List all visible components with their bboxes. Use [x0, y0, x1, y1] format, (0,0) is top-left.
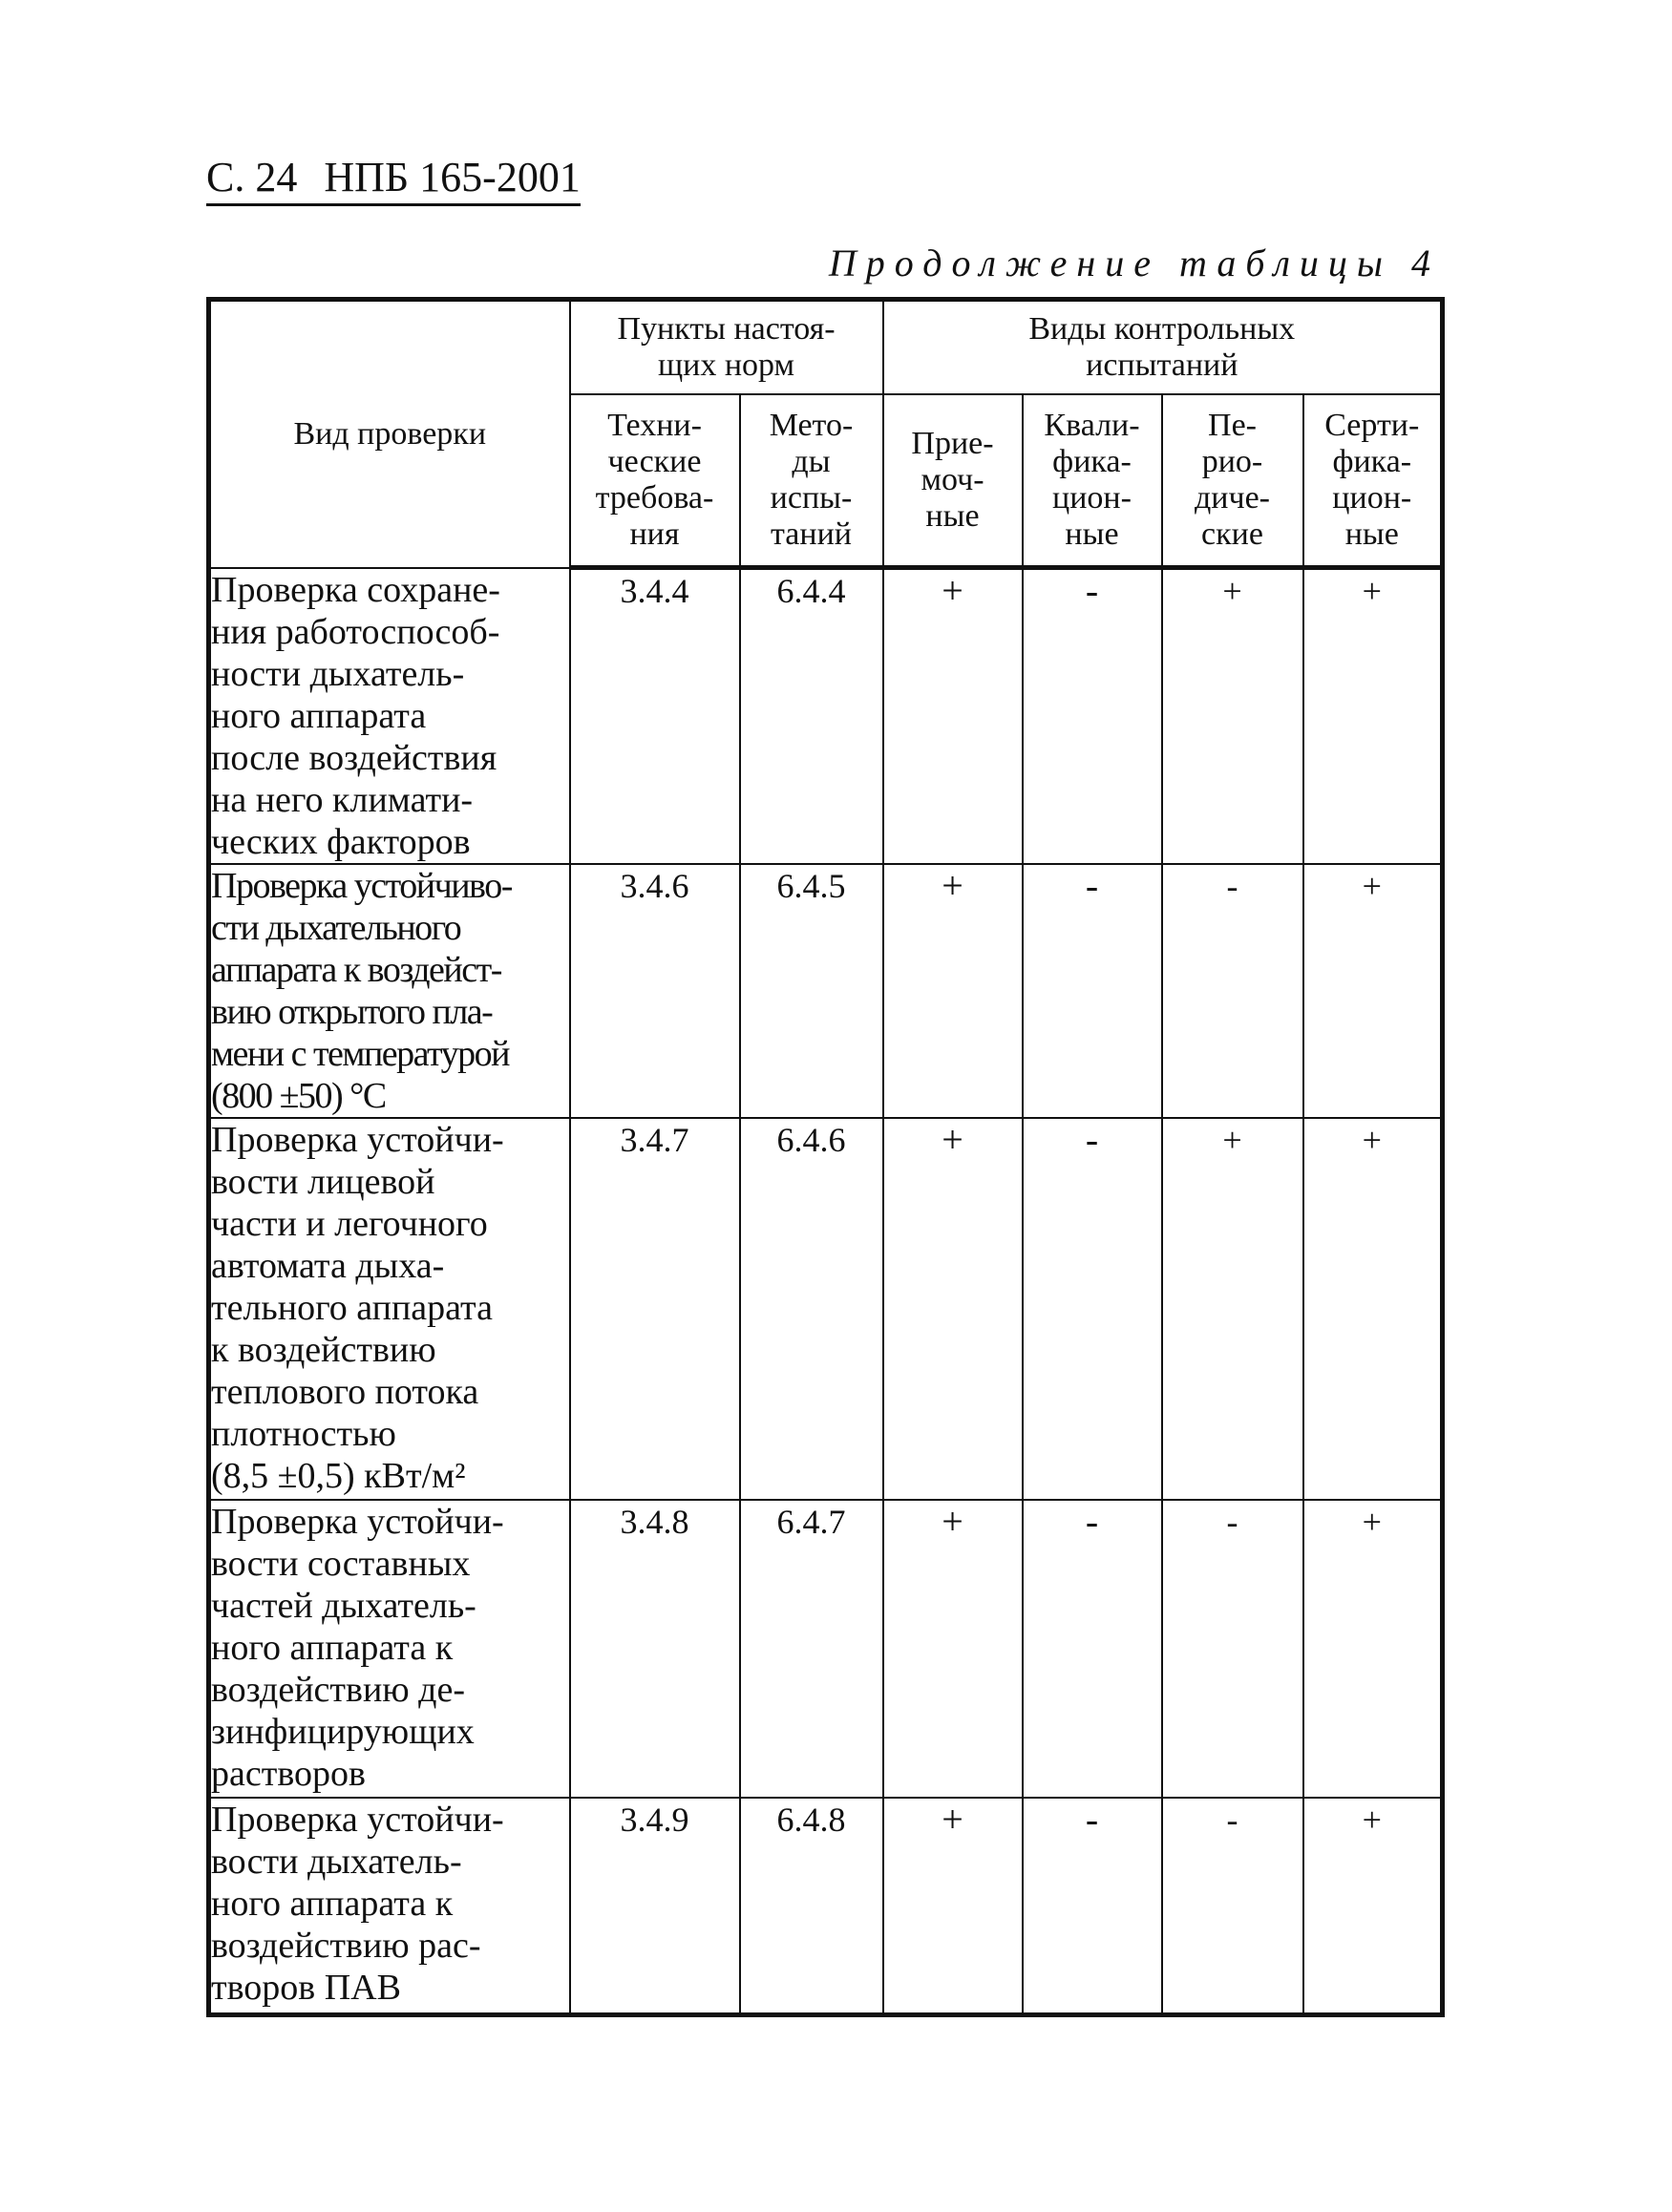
row-description: Проверка устойчи- вости лицевой части и легочного автомата дыха- тельного аппарата к воздействию теплового потока плотностью (8,5 ±0,5) кВт/м² [209, 1118, 570, 1500]
cell-qualification: - [1023, 1798, 1162, 2015]
document-code: НПБ 165-2001 [324, 154, 581, 200]
cell-periodic: + [1162, 568, 1303, 864]
cell-acceptance: + [883, 568, 1023, 864]
cell-tech-requirement: 3.4.6 [570, 864, 740, 1118]
table-row [209, 1500, 1443, 1798]
cell-test-method: 6.4.8 [740, 1798, 883, 2015]
cell-test-method: 6.4.7 [740, 1500, 883, 1798]
cell-periodic: - [1162, 1500, 1303, 1798]
col-group-vidy-ispytaniy [883, 300, 1443, 395]
col-group-punkty-norm-text: Пункты настоя- щих норм [617, 311, 836, 383]
row-description: Проверка сохране- ния работоспособ- ности дыхатель- ного аппарата после воздействия на него климати- ческих факторов [209, 568, 570, 864]
cell-qualification: - [1023, 568, 1162, 864]
cell-tech-requirement: 3.4.8 [570, 1500, 740, 1798]
cell-acceptance: + [883, 1500, 1023, 1798]
table-row [209, 1798, 1443, 2015]
cell-qualification: - [1023, 864, 1162, 1118]
table-row [209, 568, 1443, 864]
col-header-acceptance: Прие- моч- ные [883, 394, 1023, 568]
col-header-test-methods: Мето- ды испы- таний [740, 394, 883, 568]
cell-certification: + [1303, 1798, 1443, 2015]
page-header [206, 153, 581, 206]
cell-certification: + [1303, 1118, 1443, 1500]
col-header-periodic: Пе- рио- диче- ские [1162, 394, 1303, 568]
col-header-certification: Серти- фика- цион- ные [1303, 394, 1443, 568]
cell-qualification: - [1023, 1500, 1162, 1798]
col-header-qualification: Квали- фика- цион- ные [1023, 394, 1162, 568]
table-row [209, 1118, 1443, 1500]
cell-tech-requirement: 3.4.9 [570, 1798, 740, 2015]
page-number: С. 24 [206, 154, 298, 200]
cell-certification: + [1303, 864, 1443, 1118]
col-header-vid-proverki: Вид проверки [209, 300, 570, 568]
col-group-vidy-ispytaniy-text: Виды контрольных испытаний [1028, 311, 1296, 383]
cell-test-method: 6.4.6 [740, 1118, 883, 1500]
row-description: Проверка устойчиво- сти дыхательного аппарата к воздейст- вию открытого пла- мени с температурой (800 ±50) °С [209, 864, 570, 1118]
cell-test-method: 6.4.5 [740, 864, 883, 1118]
inspection-table [206, 297, 1445, 2017]
cell-acceptance: + [883, 1798, 1023, 2015]
col-header-tech-requirements: Техни- ческие требова- ния [570, 394, 740, 568]
table-row [209, 864, 1443, 1118]
row-description: Проверка устойчи- вости дыхатель- ного аппарата к воздействию рас- творов ПАВ [209, 1798, 570, 2015]
cell-periodic: - [1162, 864, 1303, 1118]
cell-certification: + [1303, 568, 1443, 864]
table-continuation-caption: Продолжение таблицы 4 [828, 242, 1440, 284]
cell-periodic: + [1162, 1118, 1303, 1500]
cell-test-method: 6.4.4 [740, 568, 883, 864]
col-group-punkty-norm [570, 300, 883, 395]
cell-acceptance: + [883, 1118, 1023, 1500]
cell-tech-requirement: 3.4.7 [570, 1118, 740, 1500]
cell-certification: + [1303, 1500, 1443, 1798]
row-description: Проверка устойчи- вости составных частей дыхатель- ного аппарата к воздействию де- зинфицирующих растворов [209, 1500, 570, 1798]
cell-periodic: - [1162, 1798, 1303, 2015]
cell-tech-requirement: 3.4.4 [570, 568, 740, 864]
cell-acceptance: + [883, 864, 1023, 1118]
cell-qualification: - [1023, 1118, 1162, 1500]
